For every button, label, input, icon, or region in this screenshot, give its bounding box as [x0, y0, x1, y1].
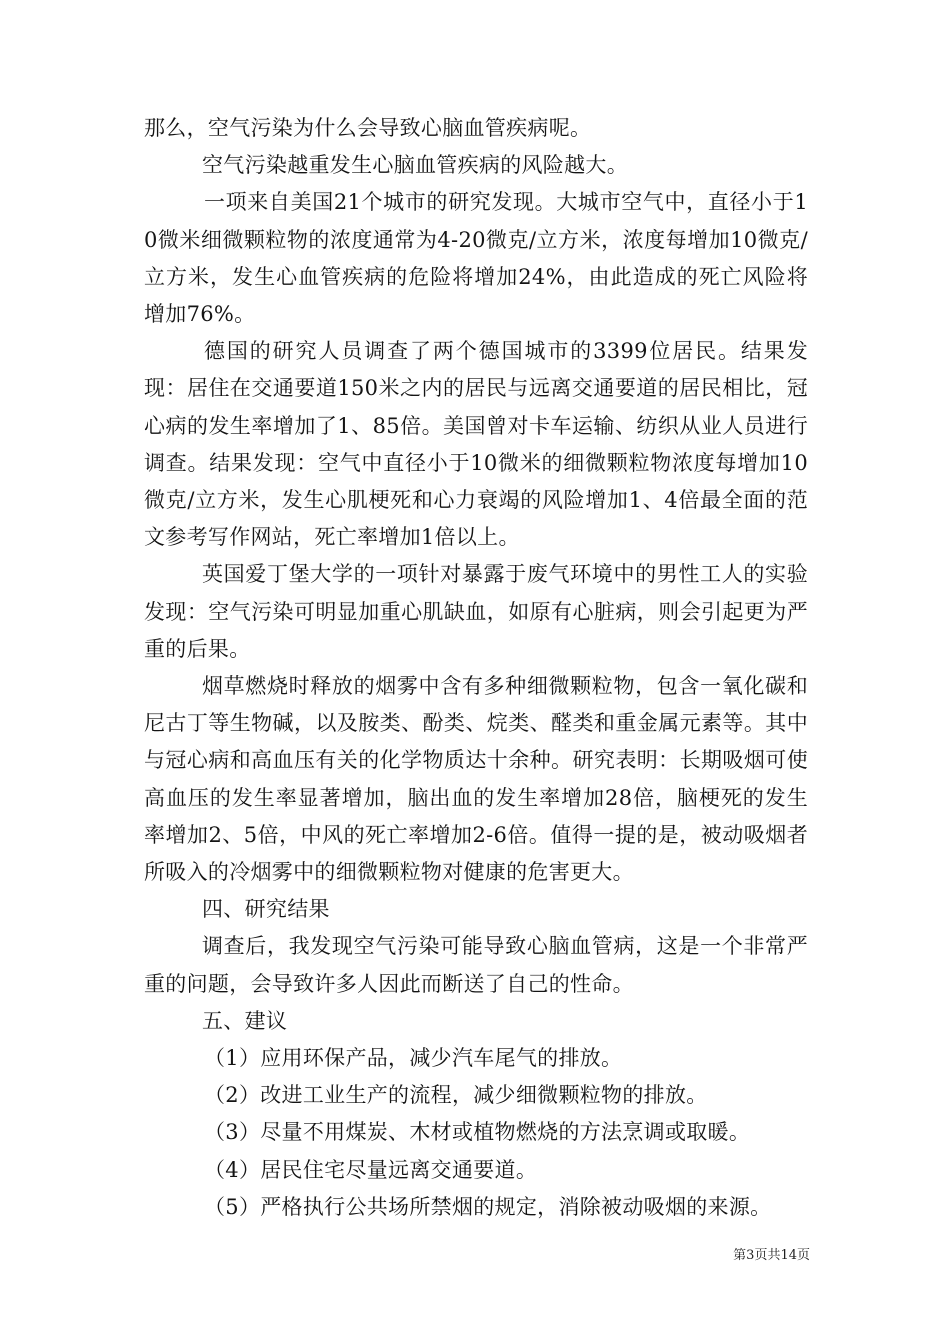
- paragraph-tobacco-smoke: 烟草燃烧时释放的烟雾中含有多种细微颗粒物，包含一氧化碳和尼古丁等生物碱，以及胺类、酚类、烷类、醛类和重金属元素等。其中与冠心病和高血压有关的化学物质达十余种。研究表明：长期吸烟可使高血压的发生率显著增加，脑出血的发生率增加28倍，脑梗死的发生率增加2、5倍，中风的死亡率增加2-6倍。值得一提的是，被动吸烟者所吸入的冷烟雾中的细微颗粒物对健康的危害更大。: [144, 674, 808, 885]
- suggestion-item: （3）尽量不用煤炭、木材或植物燃烧的方法烹调或取暖。: [204, 1120, 751, 1145]
- paragraph-results: 调查后，我发现空气污染可能导致心脑血管病，这是一个非常严重的问题，会导致许多人因此而断送了自己的性命。: [144, 934, 808, 996]
- paragraph-edinburgh-study: 英国爱丁堡大学的一项针对暴露于废气环境中的男性工人的实验发现：空气污染可明显加重心肌缺血，如原有心脏病，则会引起更为严重的后果。: [144, 562, 808, 661]
- document-body: [144, 110, 808, 1226]
- suggestion-item: （4）居民住宅尽量远离交通要道。: [204, 1157, 538, 1182]
- paragraph-us-study: 一项来自美国21个城市的研究发现。大城市空气中，直径小于10微米细微颗粒物的浓度通常为4-20微克/立方米，浓度每增加10微克/立方米，发生心血管疾病的危险将增加24%，由此造成的死亡风险将增加76%。: [144, 190, 808, 327]
- suggestion-item: （2）改进工业生产的流程，减少细微颗粒物的排放。: [204, 1083, 708, 1108]
- suggestion-item: （1）应用环保产品，减少汽车尾气的排放。: [204, 1046, 623, 1071]
- paragraph-risk: 空气污染越重发生心脑血管疾病的风险越大。: [202, 153, 628, 178]
- paragraph-germany-study: 德国的研究人员调查了两个德国城市的3399位居民。结果发现：居住在交通要道150米之内的居民与远离交通要道的居民相比，冠心病的发生率增加了1、85倍。美国曾对卡车运输、纺织从业人员进行调查。结果发现：空气中直径小于10微米的细微颗粒物浓度每增加10微克/立方米，发生心肌梗死和心力衰竭的风险增加1、4倍最全面的范文参考写作网站，死亡率增加1倍以上。: [144, 339, 808, 550]
- section-heading-suggestions: 五、建议: [202, 1008, 288, 1033]
- suggestion-item: （5）严格执行公共场所禁烟的规定，消除被动吸烟的来源。: [204, 1194, 772, 1219]
- page-number-footer: 第3页共14页: [733, 1248, 810, 1263]
- section-heading-results: 四、研究结果: [202, 897, 330, 922]
- paragraph-question: 那么，空气污染为什么会导致心脑血管疾病呢。: [144, 116, 592, 140]
